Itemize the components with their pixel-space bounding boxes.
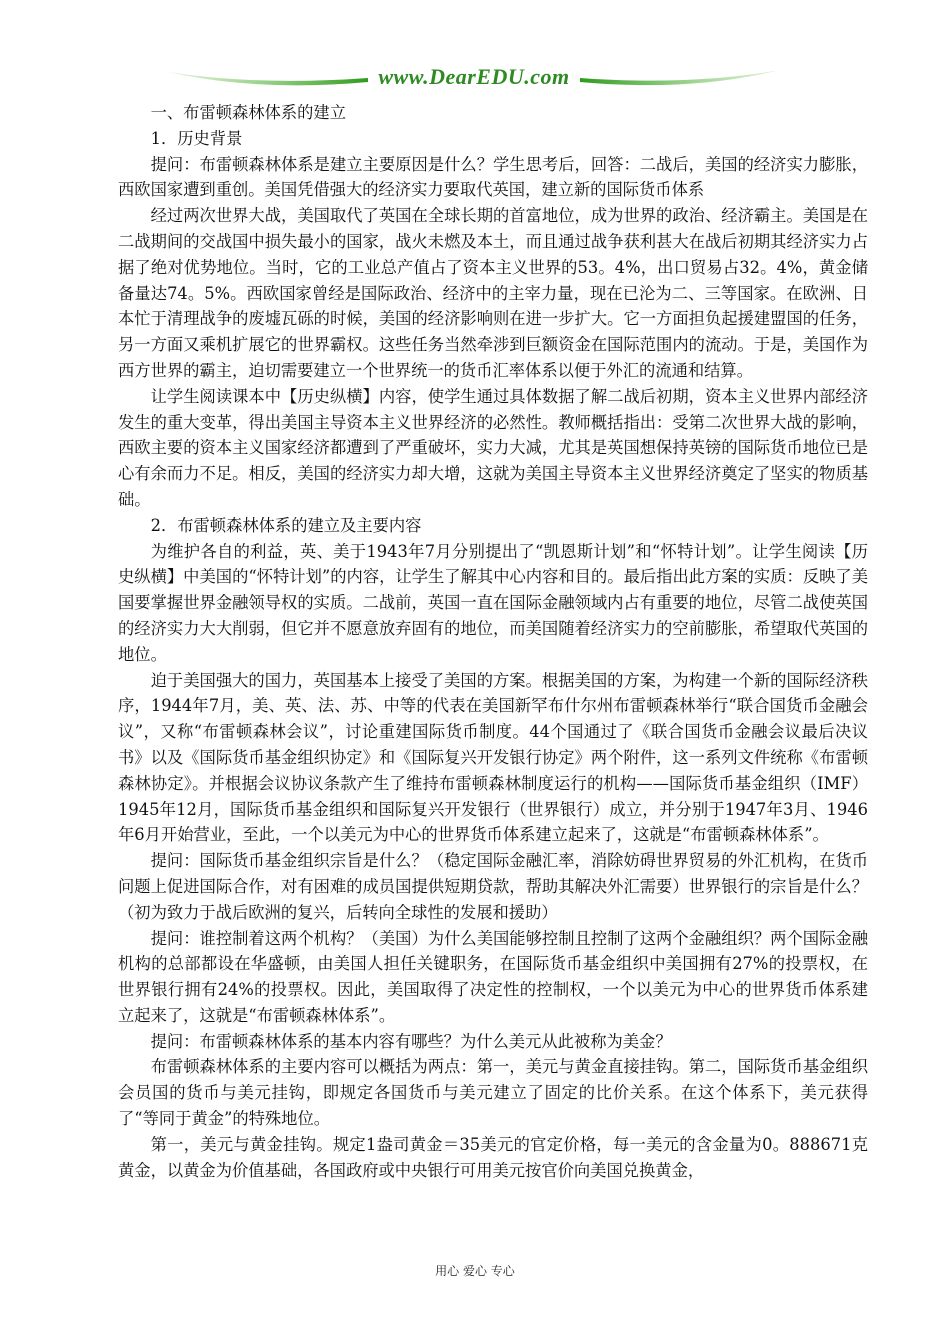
paragraph: 提问：国际货币基金组织宗旨是什么？（稳定国际金融汇率，消除妨碍世界贸易的外汇机构，在货币问题上促进国际合作，对有困难的成员国提供短期贷款，帮助其解决外汇需要）世界银行的宗旨是什么？（初为致力于战后欧洲的复兴，后转向全球性的发展和援助） <box>118 851 868 922</box>
paragraph: 布雷顿森林体系的主要内容可以概括为两点：第一，美元与黄金直接挂钩。第二，国际货币基金组织会员国的货币与美元挂钩，即规定各国货币与美元建立了固定的比价关系。在这个体系下，美元获得了“等同于黄金”的特殊地位。 <box>118 1057 868 1129</box>
subsection-heading: 1．历史背景 <box>150 128 243 148</box>
site-logo-text[interactable]: www.DearEDU.com <box>378 64 570 89</box>
paragraph: 提问：布雷顿森林体系的基本内容有哪些？为什么美元从此被称为美金？ <box>150 1031 672 1051</box>
paragraph: 提问：布雷顿森林体系是建立主要原因是什么？学生思考后，回答：二战后，美国的经济实力膨胀，西欧国家遭到重创。美国凭借强大的经济实力要取代英国，建立新的国际货币体系 <box>118 154 868 200</box>
paragraph: 迫于美国强大的国力，英国基本上接受了美国的方案。根据美国的方案，为构建一个新的国际经济秩序，1944年7月，美、英、法、苏、中等的代表在美国新罕布什尔州布雷顿森林举行“联合国货币金融会议”，又称“布雷顿森林会议”，讨论重建国际货币制度。44个国通过了《联合国货币金融会议最后决议书》以及《国际货币基金组织协定》和《国际复兴开发银行协定》两个附件，这一系列文件统称《布雷顿森林协定》。并根据会议协议条款产生了维持布雷顿森林制度运行的机构——国际货币基金组织（IMF）1945年12月，国际货币基金组织和国际复兴开发银行（世界银行）成立，并分别于1947年3月、1946年6月开始营业，至此，一个以美元为中心的世界货币体系建立起来了，这就是“布雷顿森林体系”。 <box>118 670 868 845</box>
paragraph: 让学生阅读课本中【历史纵横】内容，使学生通过具体数据了解二战后初期，资本主义世界内部经济发生的重大变革，得出美国主导资本主义世界经济的必然性。教师概括指出：受第二次世界大战的影响，西欧主要的资本主义国家经济都遭到了严重破坏，实力大减，尤其是英国想保持英镑的国际货币地位已是心有余而力不足。相反，美国的经济实力却大增，这就为美国主导资本主义世界经济奠定了坚实的物质基础。 <box>118 386 868 509</box>
subsection-heading: 2．布雷顿森林体系的建立及主要内容 <box>150 515 422 535</box>
paragraph: 为维护各自的利益，英、美于1943年7月分别提出了“凯恩斯计划”和“怀特计划”。让学生阅读【历史纵横】中美国的“怀特计划”的内容，让学生了解其中心内容和目的。最后指出此方案的实质：反映了美国要掌握世界金融领导权的实质。二战前，英国一直在国际金融领域内占有重要的地位，尽管二战使英国的经济实力大大削弱，但它并不愿意放弃固有的地位，而美国随着经济实力的空前膨胀，希望取代英国的地位。 <box>118 541 868 664</box>
document-body <box>118 100 868 1183</box>
paragraph: 经过两次世界大战，美国取代了英国在全球长期的首富地位，成为世界的政治、经济霸主。美国是在二战期间的交战国中损失最小的国家，战火未燃及本土，而且通过战争获利甚大在战后初期其经济实力占据了绝对优势地位。当时，它的工业总产值占了资本主义世界的53。4%，出口贸易占32。4%，黄金储备量达74。5%。西欧国家曾经是国际政治、经济中的主宰力量，现在已沦为二、三等国家。在欧洲、日本忙于清理战争的废墟瓦砾的时候，美国的经济影响则在进一步扩大。它一方面担负起援建盟国的任务，另一方面又乘机扩展它的世界霸权。这些任务当然牵涉到巨额资金在国际范围内的流动。于是，美国作为西方世界的霸主，迫切需要建立一个世界统一的货币汇率体系以便于外汇的流通和结算。 <box>118 206 868 380</box>
paragraph: 第一，美元与黄金挂钩。规定1盎司黄金＝35美元的官定价格，每一美元的含金量为0。888671克黄金，以黄金为价值基础，各国政府或中央银行可用美元按官价向美国兑换黄金， <box>118 1134 868 1180</box>
section-heading: 一、布雷顿森林体系的建立 <box>150 103 346 122</box>
site-header <box>168 58 780 98</box>
paragraph: 提问：谁控制着这两个机构？（美国）为什么美国能够控制且控制了这两个金融组织？两个国际金融机构的总部都设在华盛顿，由美国人担任关键职务，在国际货币基金组织中美国拥有27%的投票权，在世界银行拥有24%的投票权。因此，美国取得了决定性的控制权，一个以美元为中心的世界货币体系建立起来了，这就是“布雷顿森林体系”。 <box>118 928 868 1025</box>
page-footer: 用心 爱心 专心 <box>435 1264 515 1278</box>
